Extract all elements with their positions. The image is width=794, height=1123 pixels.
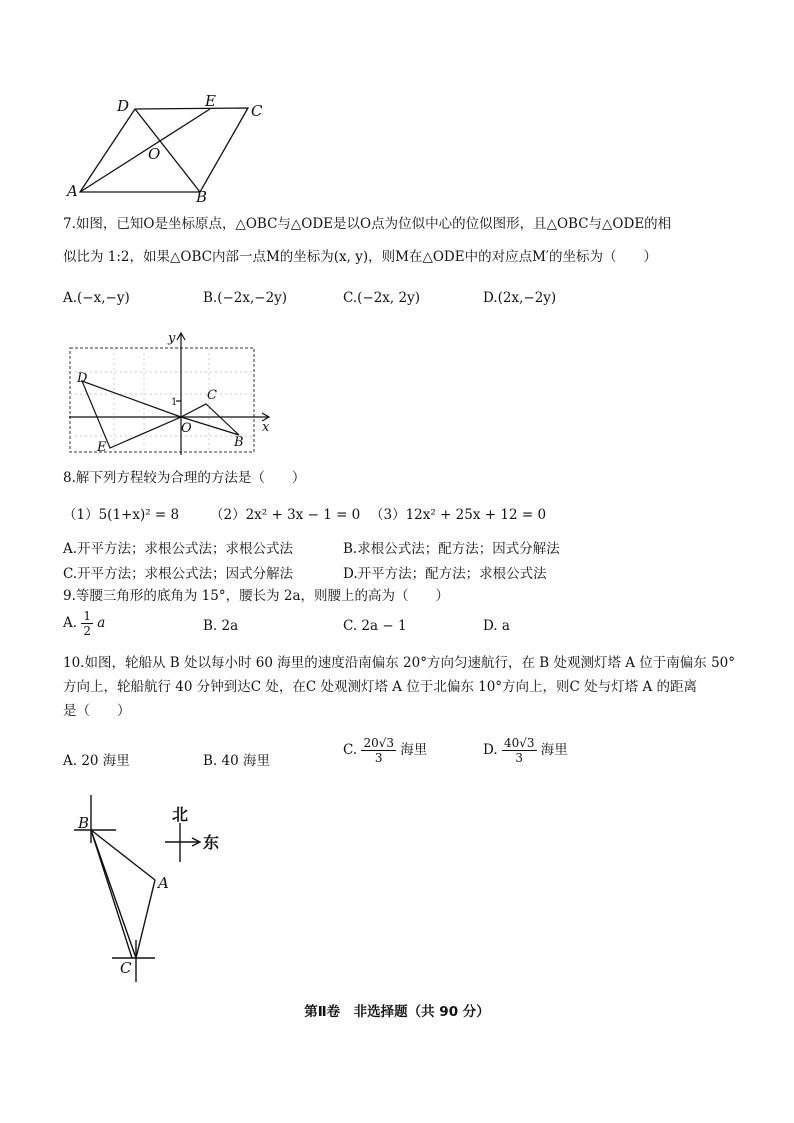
q10-option-d-unit: 海里 [540, 742, 568, 758]
label-C: C [251, 102, 263, 120]
q9-option-b: B. 2a [203, 618, 239, 634]
q10-line3: 是（ ） [63, 703, 131, 719]
label-A: A [158, 874, 169, 892]
label-A: A [67, 182, 78, 200]
q9-option-a-variable: a [97, 615, 106, 631]
label-E: E [205, 92, 216, 110]
section-title: 第Ⅱ卷 非选择题（共 90 分） [304, 1004, 490, 1020]
q7-line2: 似比为 1:2，如果△OBC内部一点M的坐标为(x, y)，则M在△ODE中的对应点M′的坐标为（ ） [63, 249, 657, 265]
q9-option-a-fraction [81, 609, 93, 638]
q10-line2: 方向上，轮船航行 40 分钟到达C 处，在C 处观测灯塔 A 位于北偏东 10°方向上，则C 处与灯塔 A 的距离 [63, 679, 698, 695]
q8-option-c: C.开平方法；求根公式法；因式分解法 [63, 566, 294, 582]
q10-line1: 10.如图，轮船从 B 处以每小时 60 海里的速度沿南偏东 20°方向匀速航行，在 B 处观测灯塔 A 位于南偏东 50° [63, 655, 736, 671]
q7-option-c: C.(−2x, 2y) [343, 290, 420, 306]
q9-stem: 9.等腰三角形的底角为 15°，腰长为 2a，则腰上的高为（ ） [63, 588, 450, 604]
compass-east-label: 东 [203, 833, 220, 852]
tick-label-1: 1 [171, 397, 178, 408]
label-C: C [207, 388, 217, 403]
q8-equation-2: （2）2x² + 3x − 1 = 0 [210, 507, 361, 523]
q10-option-d-prefix: D. [483, 742, 498, 758]
label-C: C [120, 959, 132, 977]
q10-option-d [483, 736, 568, 765]
q7-option-a: A.(−x,−y) [63, 290, 130, 306]
label-B: B [234, 435, 244, 450]
q8-stem: 8.解下列方程较为合理的方法是（ ） [63, 470, 306, 486]
coordinate-figure [64, 328, 280, 456]
q10-option-b: B. 40 海里 [203, 753, 270, 769]
q9-option-a-prefix: A. [63, 615, 78, 631]
q8-option-b: B.求根公式法；配方法；因式分解法 [343, 541, 560, 557]
axis-label-x: x [262, 420, 270, 435]
q10-option-c-prefix: C. [343, 742, 358, 758]
label-E: E [97, 440, 107, 455]
q8-equation-1: （1）5(1+x)² = 8 [63, 507, 180, 523]
axis-label-y: y [168, 331, 176, 346]
q9-option-d: D. a [483, 618, 510, 634]
q10-option-c-numerator: 20√3 [363, 736, 394, 750]
q8-equation-3: （3）12x² + 25x + 12 = 0 [370, 507, 547, 523]
q10-option-d-denominator: 3 [515, 751, 524, 765]
label-O: O [181, 421, 192, 436]
parallelogram-figure [60, 92, 280, 207]
q9-option-a [63, 609, 105, 638]
q7-line1: 7.如图，已知O是坐标原点，△OBC与△ODE是以O点为位似中心的位似图形，且△OBC与△ODE的相 [63, 216, 672, 232]
q10-option-d-numerator: 40√3 [503, 736, 535, 750]
q8-option-d: D.开平方法；配方法；求根公式法 [343, 566, 547, 582]
q9-option-a-numerator: 1 [83, 609, 91, 623]
q10-option-c-denominator: 3 [374, 751, 383, 765]
label-D: D [117, 97, 130, 115]
q7-option-b: B.(−2x,−2y) [203, 290, 288, 306]
label-O: O [148, 145, 161, 163]
label-D: D [77, 371, 88, 386]
label-B: B [196, 188, 208, 206]
q10-option-c-unit: 海里 [400, 742, 428, 758]
q10-option-c-fraction [361, 736, 396, 765]
q10-option-c [343, 736, 427, 765]
q7-option-d: D.(2x,−2y) [483, 290, 557, 306]
q9-option-a-denominator: 2 [83, 624, 91, 638]
compass-north-label: 北 [172, 805, 189, 824]
q8-option-a: A.开平方法；求根公式法；求根公式法 [63, 541, 294, 557]
q10-option-d-fraction [502, 736, 537, 765]
q9-option-c: C. 2a − 1 [343, 618, 407, 634]
q10-option-a: A. 20 海里 [63, 753, 130, 769]
navigation-figure [60, 790, 240, 990]
label-B: B [78, 814, 90, 832]
